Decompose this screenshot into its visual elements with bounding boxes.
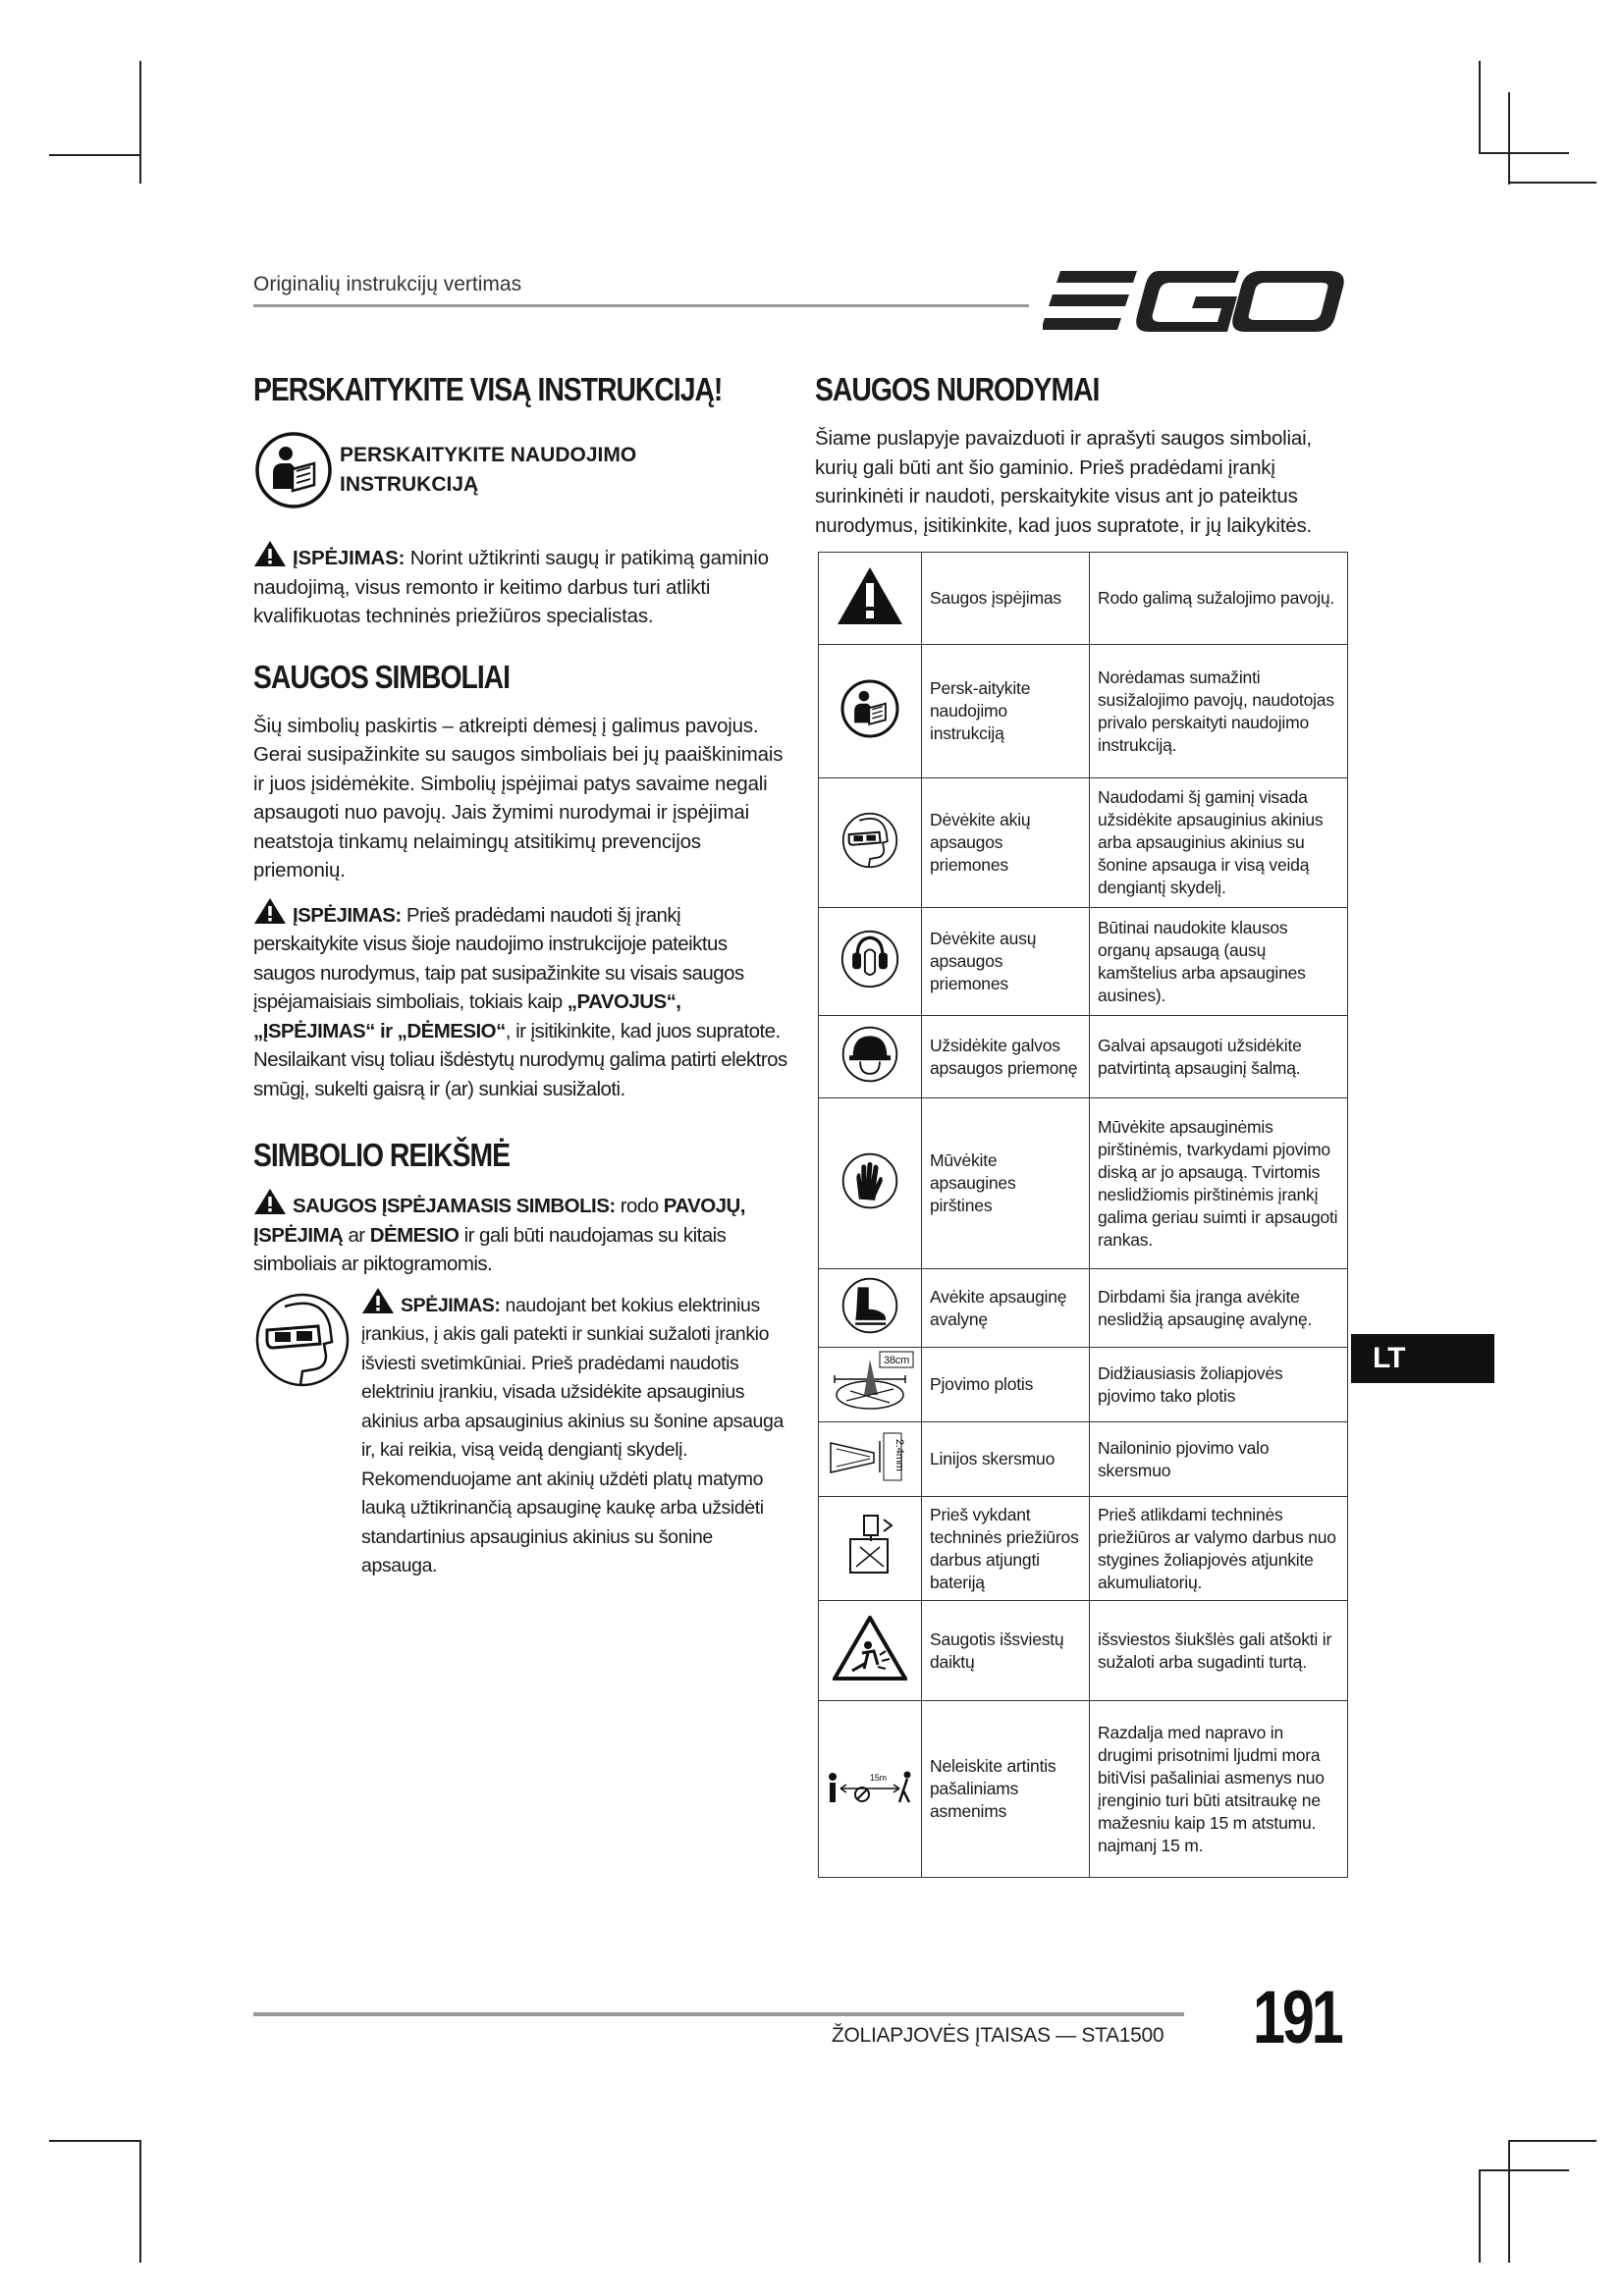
safety-symbols-table	[818, 552, 1348, 1878]
table-desc-cell: Mūvėkite apsauginėmis pirštinėmis, tvarkydami pjovimo diską ar jo apsaugą. Tvirtomis neslidžiomis pirštinėmis įrankį galima geriau suimti ir apsaugoti rankas.	[1090, 1098, 1348, 1269]
crop-mark	[49, 154, 141, 156]
symbols-heading: SAUGOS SIMBOLIAI	[253, 658, 511, 695]
table-icon-cell	[819, 553, 922, 645]
table-icon-cell	[819, 1601, 922, 1701]
crop-mark	[1508, 2140, 1597, 2142]
table-row	[819, 1098, 1348, 1269]
header-title: Originalių instrukcijų vertimas	[253, 273, 522, 295]
ear-protection-icon	[839, 928, 901, 990]
battery-disconnect-icon	[840, 1512, 899, 1580]
table-desc-cell: Būtinai naudokite klausos organų apsaugą (ausų kamštelius arba apsaugines ausines).	[1090, 908, 1348, 1016]
keep-away-distance-label: 15m	[870, 1772, 887, 1783]
gloves-icon	[839, 1150, 900, 1211]
table-row	[819, 908, 1348, 1016]
table-icon-cell	[819, 645, 922, 778]
warning-text: , ir įsitikinkite, kad juos supratote. Nesilaikant visų toliau išdėstytų nurodymų galima patirti elektros smūgį, sukelti gaisrą ir (ar) sunkiai susižaloti.	[253, 1019, 787, 1100]
table-desc-cell: Nailoninio pjovimo valo skersmuo	[1090, 1422, 1348, 1497]
right-column	[815, 371, 1350, 540]
read-manual-block	[253, 430, 788, 510]
table-row	[819, 1348, 1348, 1422]
table-desc-cell: Didžiausiasis žoliapjovės pjovimo tako plotis	[1090, 1348, 1348, 1422]
crop-mark	[1479, 152, 1569, 154]
table-icon-cell	[819, 1269, 922, 1348]
table-row	[819, 778, 1348, 908]
left-column	[253, 371, 788, 1581]
crop-mark	[1479, 61, 1481, 153]
table-row	[819, 1701, 1348, 1878]
crop-mark	[1508, 92, 1510, 185]
warning-paragraph-2	[253, 897, 788, 1104]
safety-boots-icon	[839, 1275, 900, 1336]
warning-text: Norint užtikrinti saugų ir patikimą gaminio naudojimą, visus remonto ir keitimo darbus turi atlikti kvalifikuotas techninės priežiūros specialistas.	[253, 547, 769, 627]
warning-label: ĮSPĖJIMAS:	[293, 547, 406, 569]
eye-protection-icon	[839, 809, 901, 872]
table-name-cell: Dėvėkite ausų apsaugos priemones	[922, 908, 1090, 1016]
table-name-cell: Pjovimo plotis	[922, 1348, 1090, 1422]
safety-instructions-intro: Šiame puslapyje pavaizduoti ir aprašyti saugos simboliai, kurių gali būti ant šio gaminio. Prieš pradėdami įrankį surinkinėti ir naudoti, perskaitykite visus ant jo pateiktus nurodymus, įsitikinkite, kad juos supratote, ir jų laikykitės.	[815, 427, 1313, 537]
goggle-warning-text: SPĖJIMAS: naudojant bet kokius elektrinius įrankius, į akis gali patekti ir sunkiai sužaloti įrankio išviesti svetimkūniai. Prieš pradėdami naudotis elektriniu įrankiu, visada užsidėkite apsauginius akinius arba apsauginius akinius su šonine apsauga ir, kai reikia, visą veidą dengiantį skydelį. Rekomenduojame ant akinių uždėti platų matymo lauką užtikrinančią apsauginę kaukę arba užsidėti standartinius apsauginius akinius su šonine apsauga.	[361, 1285, 788, 1581]
warning-text: Prieš pradėdami naudoti šį įrankį perskaitykite visus šioje naudojimo instrukcijoje pateiktus saugos nurodymus, taip pat susipažinkite su visais saugos įspėjamaisiais simboliais, tokiais kaip	[253, 903, 744, 1013]
header-rule	[253, 304, 1029, 307]
table-name-cell: Saugos įspėjimas	[922, 553, 1090, 645]
line-diameter-icon	[825, 1427, 915, 1486]
safety-instructions-heading: SAUGOS NURODYMAI	[815, 371, 1100, 407]
table-icon-cell	[819, 1098, 922, 1269]
crop-mark	[139, 2140, 141, 2263]
table-name-cell: Avėkite apsauginę avalynę	[922, 1269, 1090, 1348]
table-desc-cell: Norėdamas sumažinti susižalojimo pavojų, naudotojas privalo perskaityti naudojimo instrukciją.	[1090, 645, 1348, 778]
warning-paragraph-1	[253, 540, 788, 631]
symbols-text: Šių simbolių paskirtis – atkreipti dėmesį į galimus pavojus. Gerai susipažinkite su saugos simboliais bei jų paaiškinimais ir juos įsidėmėkite. Simbolių įspėjimai patys savaime negali apsaugoti nuo pavojų. Jais žymimi nurodymai ir įspėjimai neatstoja tinkamų nelaimingų atsitikimų prevencijos priemonių.	[253, 714, 784, 881]
table-desc-cell: Dirbdami šia įranga avėkite neslidžią apsauginę avalynę.	[1090, 1269, 1348, 1348]
crop-mark	[1479, 2169, 1569, 2171]
eye-protection-icon	[253, 1287, 352, 1393]
crop-mark	[1479, 2169, 1481, 2263]
table-icon-cell	[819, 1422, 922, 1497]
read-all-heading: PERSKAITYKITE VISĄ INSTRUKCIJĄ!	[253, 371, 723, 407]
table-icon-cell	[819, 1497, 922, 1601]
thrown-objects-icon	[833, 1616, 907, 1681]
table-icon-cell	[819, 778, 922, 908]
table-icon-cell	[819, 1348, 922, 1422]
table-desc-cell: Rodo galimą sužalojimo pavojų.	[1090, 553, 1348, 645]
footer-product-title: ŽOLIAPJOVĖS ĮTAISAS — STA1500	[832, 2024, 1164, 2047]
warning-triangle-icon	[253, 897, 287, 925]
warning-keywords: „PAVOJUS“, „ĮSPĖJIMAS“ ir „DĖMESIO“	[253, 990, 681, 1042]
warning-triangle-icon	[253, 540, 287, 567]
table-row	[819, 553, 1348, 645]
read-manual-icon	[839, 678, 900, 739]
keep-bystanders-away-icon	[825, 1767, 915, 1806]
warning-triangle-icon	[836, 565, 904, 626]
warning-triangle-icon	[361, 1287, 395, 1314]
goggle-warning-block	[253, 1285, 788, 1581]
read-manual-icon	[253, 430, 334, 510]
table-desc-cell: Prieš atlikdami techninės priežiūros ar valymo darbus nuo stygines žoliapjovės atjunkite akumuliatorių.	[1090, 1497, 1348, 1601]
ego-logo	[1043, 265, 1347, 338]
table-icon-cell	[819, 908, 922, 1016]
table-row	[819, 1016, 1348, 1098]
table-icon-cell	[819, 1016, 922, 1098]
language-tab: LT	[1351, 1334, 1494, 1383]
meaning-heading: SIMBOLIO REIKŠMĖ	[253, 1137, 511, 1173]
table-desc-cell: Razdalja med napravo in drugimi prisotnimi ljudmi mora bitiVisi pašaliniai asmenys nuo įrenginio turi būti atsitraukę ne mažesniu kaip 15 m atstumu. najmanj 15 m.	[1090, 1701, 1348, 1878]
table-name-cell: Neleiskite artintis pašaliniams asmenims	[922, 1701, 1090, 1878]
table-desc-cell: Naudodami šį gaminį visada užsidėkite apsauginius akinius arba apsauginius akinius su šonine apsauga ir visą veidą dengiantį skydelį.	[1090, 778, 1348, 908]
table-icon-cell	[819, 1701, 922, 1878]
crop-mark	[1508, 2140, 1510, 2263]
warning-label: ĮSPĖJIMAS:	[293, 903, 402, 927]
table-name-cell: Saugotis išsviestų daiktų	[922, 1601, 1090, 1701]
crop-mark	[49, 2140, 141, 2142]
table-name-cell: Persk-aitykite naudojimo instrukciją	[922, 645, 1090, 778]
warning-triangle-icon	[253, 1188, 287, 1215]
crop-mark	[139, 61, 141, 184]
table-name-cell: Linijos skersmuo	[922, 1422, 1090, 1497]
cutting-width-icon	[825, 1350, 915, 1415]
crop-mark	[1508, 182, 1597, 184]
table-name-cell: Užsidėkite galvos apsaugos priemonę	[922, 1016, 1090, 1098]
table-row	[819, 645, 1348, 778]
page-number: 191	[1253, 1976, 1341, 2059]
table-desc-cell: Galvai apsaugoti užsidėkite patvirtintą apsauginį šalmą.	[1090, 1016, 1348, 1098]
helmet-icon	[839, 1024, 900, 1085]
table-row	[819, 1601, 1348, 1701]
table-name-cell: Prieš vykdant techninės priežiūros darbus atjungti bateriją	[922, 1497, 1090, 1601]
footer-rule	[253, 2012, 1184, 2016]
line-diameter-icon-label: 2.4mm	[893, 1438, 905, 1471]
meaning-text: SAUGOS ĮSPĖJAMASIS SIMBOLIS: rodo PAVOJŲ, ĮSPĖJIMĄ ar DĖMESIO ir gali būti naudojamas su kitais simboliais ar piktogramomis.	[253, 1188, 788, 1279]
table-row	[819, 1497, 1348, 1601]
table-row	[819, 1422, 1348, 1497]
table-name-cell: Dėvėkite akių apsaugos priemones	[922, 778, 1090, 908]
read-manual-title: PERSKAITYKITE NAUDOJIMO INSTRUKCIJĄ	[340, 444, 637, 496]
cutting-width-icon-label: 38cm	[883, 1354, 910, 1366]
table-desc-cell: išsviestos šiukšlės gali atšokti ir sužaloti arba sugadinti turtą.	[1090, 1601, 1348, 1701]
table-row	[819, 1269, 1348, 1348]
table-name-cell: Mūvėkite apsaugines pirštines	[922, 1098, 1090, 1269]
